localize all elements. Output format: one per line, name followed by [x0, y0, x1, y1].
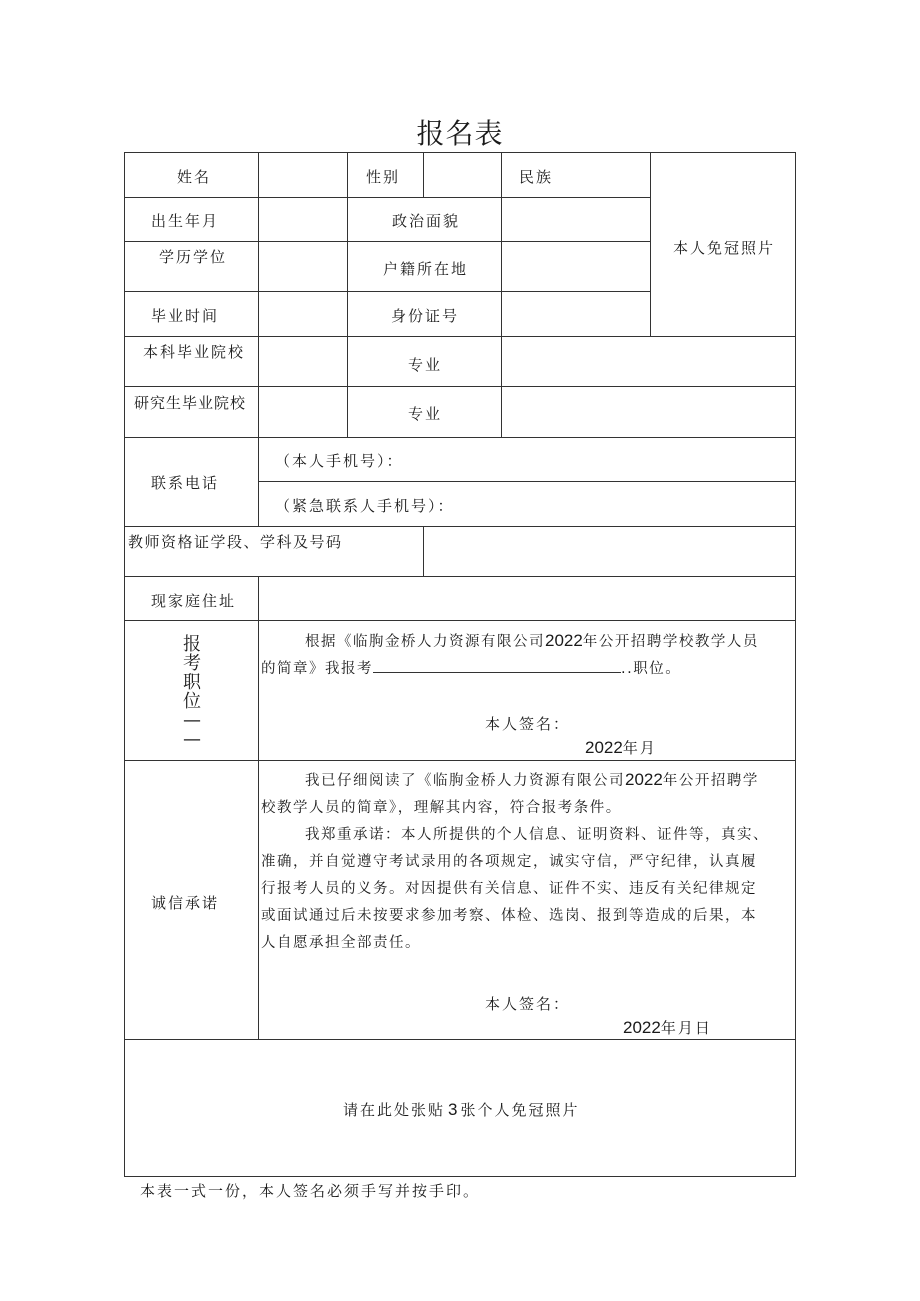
id-input-cell[interactable]	[501, 291, 651, 337]
footnote: 本表一式一份，本人签名必须手写并按手印。	[140, 1182, 481, 1200]
name-label-cell	[124, 152, 259, 198]
education-input-cell[interactable]	[258, 241, 348, 292]
grad-time-label: 毕业时间	[151, 307, 220, 325]
teacher-cert-label: 教师资格证学段、学科及号码	[128, 533, 343, 551]
registration-form	[124, 152, 796, 1177]
position-content-cell	[258, 620, 796, 761]
position-date: 2022年月	[585, 738, 657, 757]
birth-label-cell	[124, 197, 259, 242]
grad-school-input-cell[interactable]	[258, 386, 348, 438]
phone-self-label: （本人手机号）：	[275, 452, 404, 470]
phone-self-cell[interactable]	[258, 437, 796, 482]
photo-cell[interactable]	[650, 152, 796, 337]
grad-school-label: 研究生毕业院校	[134, 394, 247, 412]
major1-label-cell	[347, 336, 502, 387]
position-label-cell	[124, 620, 259, 761]
teacher-cert-label-cell	[124, 526, 424, 577]
household-input-cell[interactable]	[501, 241, 651, 292]
pledge-label: 诚信承诺	[151, 894, 220, 912]
household-label: 户籍所在地	[383, 260, 469, 278]
undergrad-label: 本科毕业院校	[143, 343, 246, 361]
pledge-label-cell	[124, 760, 259, 1040]
gender-input-cell[interactable]	[423, 152, 502, 198]
ethnicity-label: 民族	[519, 168, 554, 186]
gender-label-cell	[347, 152, 424, 198]
education-label-cell	[124, 241, 259, 292]
education-label: 学历学位	[159, 248, 228, 266]
pledge-text: 我已仔细阅读了《临朐金桥人力资源有限公司2022年公开招聘学 校教学人员的简章》，理解其内容，符合报考条件。 我郑重承诺：本人所提供的个人信息、证明资料、证件等，真实、 准确，并自觉遵守考试录用的各项规定，诚实守信，严守纪律，认真履 行报考人员的义务。对因提供有关信息、证件不实、违反有关纪律规定 或面试通过后未按要求参加考察、体检、选岗、报到等造成的后果，本 人自愿承担全部责任。	[261, 770, 769, 951]
grad-time-label-cell	[124, 291, 259, 337]
major2-label-cell	[347, 386, 502, 438]
political-label: 政治面貌	[392, 212, 461, 230]
ethnicity-label-cell	[501, 152, 651, 198]
phone-emergency-cell[interactable]	[258, 481, 796, 527]
birth-label: 出生年月	[151, 212, 220, 230]
major1-label: 专业	[408, 356, 443, 374]
id-label: 身份证号	[391, 307, 460, 325]
grad-time-input-cell[interactable]	[258, 291, 348, 337]
pledge-sign-label: 本人签名：	[485, 995, 571, 1013]
gender-label: 性别	[366, 168, 401, 186]
name-label: 姓名	[177, 168, 212, 186]
political-label-cell	[347, 197, 502, 242]
form-title: 报名表	[416, 117, 504, 150]
undergrad-label-cell	[124, 336, 259, 387]
grad-school-label-cell	[124, 386, 259, 438]
pledge-content-cell	[258, 760, 796, 1040]
position-blank-line[interactable]	[373, 658, 621, 673]
phone-emergency-label: （紧急联系人手机号）：	[275, 497, 455, 515]
position-vertical-label: 报 考 职 位 — —	[183, 634, 201, 750]
photo-paste-area[interactable]	[124, 1039, 796, 1177]
photo-label: 本人免冠照片	[673, 239, 776, 257]
name-input-cell[interactable]	[258, 152, 348, 198]
position-sign-label: 本人签名：	[485, 715, 571, 733]
birth-input-cell[interactable]	[258, 197, 348, 242]
phone-label-cell	[124, 437, 259, 527]
political-input-cell[interactable]	[501, 197, 651, 242]
id-label-cell	[347, 291, 502, 337]
address-input-cell[interactable]	[258, 576, 796, 621]
address-label: 现家庭住址	[151, 592, 237, 610]
address-label-cell	[124, 576, 259, 621]
pledge-date: 2022年月日	[623, 1018, 712, 1037]
teacher-cert-input-cell[interactable]	[423, 526, 796, 577]
phone-label: 联系电话	[151, 474, 220, 492]
photo-paste-instruction: 请在此处张贴 3 张个人免冠照片	[343, 1100, 580, 1119]
major1-input-cell[interactable]	[501, 336, 796, 387]
major2-input-cell[interactable]	[501, 386, 796, 438]
position-statement: 根据《临朐金桥人力资源有限公司2022年公开招聘学校教学人员 的简章》我报考 ..职位。	[261, 631, 759, 677]
major2-label: 专业	[408, 405, 443, 423]
undergrad-input-cell[interactable]	[258, 336, 348, 387]
household-label-cell	[347, 241, 502, 292]
